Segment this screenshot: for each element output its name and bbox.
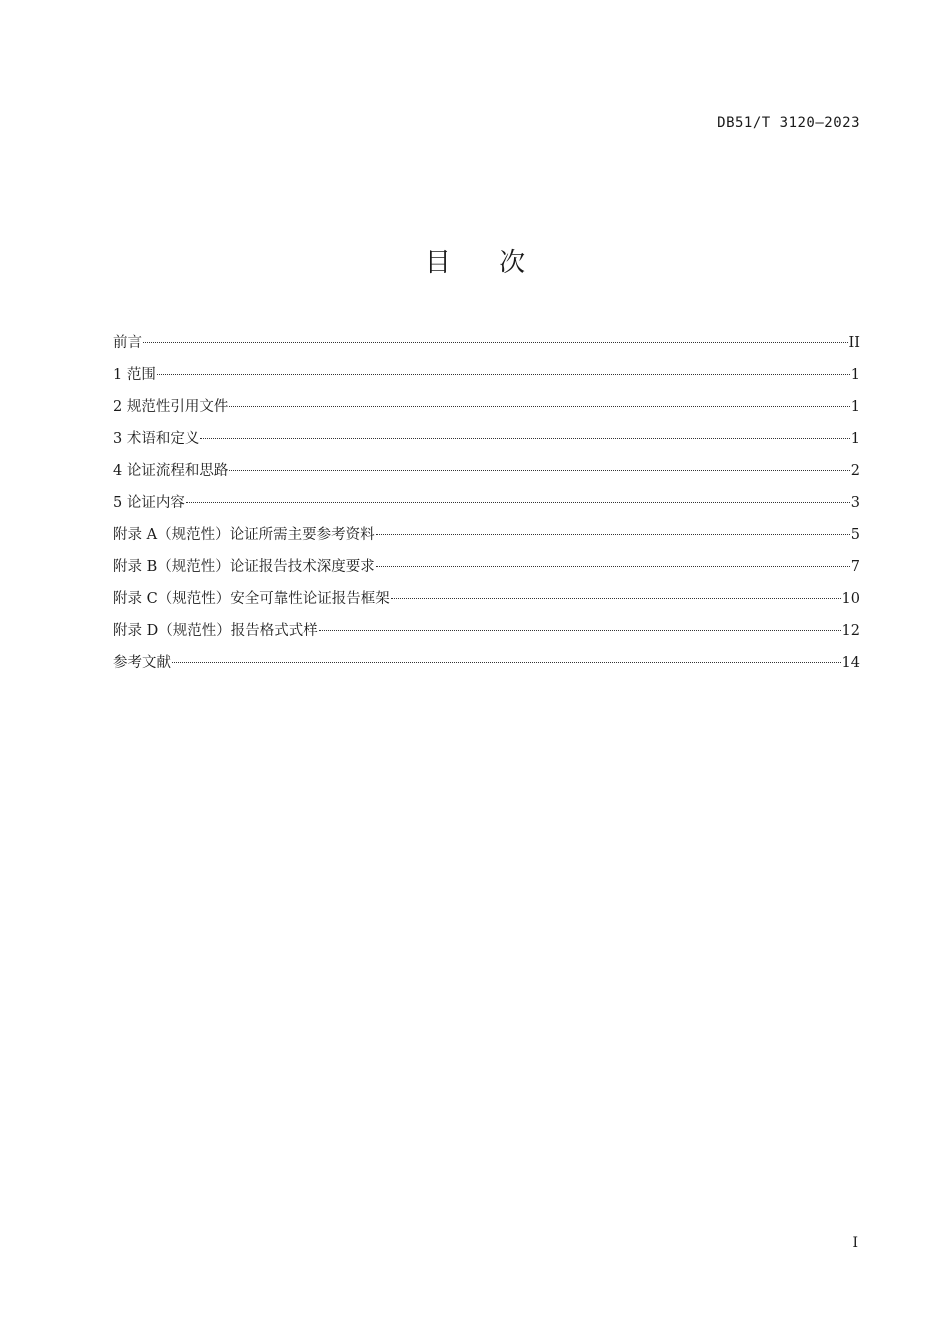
toc-entry-appendix-d[interactable] bbox=[113, 620, 860, 652]
toc-entry-label: 前言 bbox=[113, 335, 142, 351]
dot-leader bbox=[376, 534, 850, 535]
toc-entry-terms-definitions[interactable] bbox=[113, 428, 860, 460]
dot-leader bbox=[157, 374, 850, 375]
toc-entry-label: 2 规范性引用文件 bbox=[113, 399, 229, 415]
toc-title: 目 次 bbox=[424, 248, 546, 278]
toc-entry-label: 附录 B（规范性）论证报告技术深度要求 bbox=[113, 559, 375, 575]
toc-entry-label: 3 术语和定义 bbox=[113, 431, 200, 447]
dot-leader bbox=[172, 662, 841, 663]
dot-leader bbox=[143, 342, 848, 343]
toc-entry-page: 1 bbox=[850, 431, 860, 447]
toc-entry-appendix-b[interactable] bbox=[113, 556, 860, 588]
document-number: DB51/T 3120—2023 bbox=[717, 115, 860, 131]
toc-entry-page: 5 bbox=[850, 527, 860, 543]
dot-leader bbox=[229, 406, 849, 407]
toc-entry-page: 7 bbox=[850, 559, 860, 575]
toc-entry-scope[interactable] bbox=[113, 364, 860, 396]
toc-entry-label: 附录 A（规范性）论证所需主要参考资料 bbox=[113, 527, 375, 543]
dot-leader bbox=[186, 502, 850, 503]
dot-leader bbox=[319, 630, 841, 631]
toc-entry-page: 14 bbox=[841, 655, 860, 671]
page-number: I bbox=[852, 1235, 858, 1251]
toc-entry-foreword[interactable] bbox=[113, 332, 860, 364]
table-of-contents bbox=[113, 332, 860, 684]
dot-leader bbox=[391, 598, 841, 599]
toc-entry-label: 1 范围 bbox=[113, 367, 156, 383]
toc-entry-label: 附录 C（规范性）安全可靠性论证报告框架 bbox=[113, 591, 390, 607]
toc-entry-page: 1 bbox=[850, 399, 860, 415]
toc-entry-appendix-c[interactable] bbox=[113, 588, 860, 620]
dot-leader bbox=[376, 566, 850, 567]
dot-leader bbox=[200, 438, 849, 439]
toc-entry-process[interactable] bbox=[113, 460, 860, 492]
toc-entry-normative-references[interactable] bbox=[113, 396, 860, 428]
toc-entry-appendix-a[interactable] bbox=[113, 524, 860, 556]
toc-entry-page: 12 bbox=[841, 623, 860, 639]
toc-entry-page: 10 bbox=[841, 591, 860, 607]
toc-entry-label: 附录 D（规范性）报告格式式样 bbox=[113, 623, 318, 639]
toc-entry-label: 5 论证内容 bbox=[113, 495, 185, 511]
toc-entry-bibliography[interactable] bbox=[113, 652, 860, 684]
toc-entry-label: 4 论证流程和思路 bbox=[113, 463, 229, 479]
toc-entry-page: 3 bbox=[850, 495, 860, 511]
toc-entry-page: 2 bbox=[850, 463, 860, 479]
toc-entry-page: 1 bbox=[850, 367, 860, 383]
toc-entry-page: II bbox=[848, 335, 860, 351]
dot-leader bbox=[229, 470, 849, 471]
toc-entry-label: 参考文献 bbox=[113, 655, 171, 671]
toc-entry-content[interactable] bbox=[113, 492, 860, 524]
